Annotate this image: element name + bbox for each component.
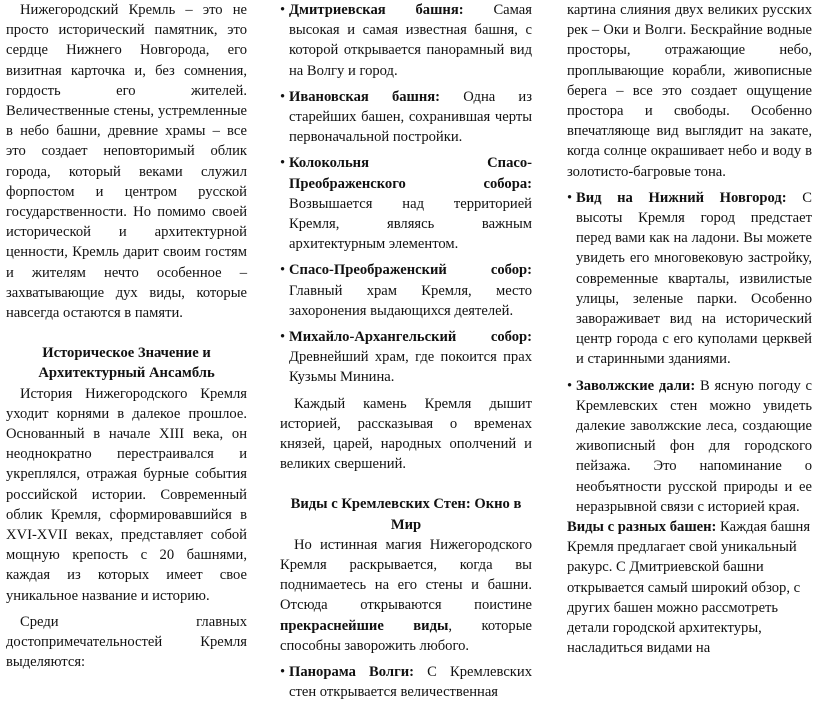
towers-title: Виды с разных башен:: [567, 519, 717, 536]
bullet-icon: •: [567, 377, 573, 394]
list-item: [280, 662, 532, 702]
intro-paragraph: Нижегородский Кремль – это не просто исторический памятник, это сердце Нижнего Новгорода, его визитная карточка и, без сомнения, гордость его жителей. Величественные стены, устремленные в небо башни, древние храмы – все это создает неповторимый облик города, который веками служил форпостом и центром русской государственности. Но помимо своей исторической и архитектурной ценности, Кремль дарит своим гостям и жителям нечто особенное – захватывающие дух виды, которые навсегда остаются в памяти.: [6, 2, 247, 322]
list-item-text: В ясную погоду с Кремлевских стен можно увидеть далекие заволжские леса, создающие живописный фон для городского пейзажа. Это напоминание о необъятности русской природы и ее неразрывной связи с историей края.: [576, 377, 812, 515]
history-paragraph: История Нижегородского Кремля уходит корнями в далекое прошлое. Основанный в начале XIII века, он неоднократно перестраивался и укреплялся, отражая бурные события российской истории. Современный облик Кремля, сформировавшийся в XVI-XVII веках, представляет собой мощную крепость с 20 башнями, каждая из которых имеет свое уникальное название и историю.: [6, 385, 247, 604]
list-item-text: Самая высокая и самая известная башня, с которой открывается панорамный вид на Волгу и город.: [289, 2, 532, 79]
column-middle: [280, 0, 532, 703]
bullet-icon: •: [280, 262, 286, 279]
section-heading-views: Виды с Кремлевских Стен: Окно в Мир: [290, 496, 522, 533]
stones-paragraph: Каждый камень Кремля дышит историей, рассказывая о временах князей, царей, народных ополчений и великих свершений.: [280, 395, 532, 473]
panorama-continuation: картина слияния двух великих русских рек – Оки и Волги. Бескрайние водные просторы, отражающие небо, проплывающие корабли, живописные берега – все это создает ощущение простора и свободы. Особенно впечатляюще вид выглядит на закате, когда солнце окрашивает небо и воду в золотисто-багровые тона.: [567, 2, 812, 180]
list-item: [567, 376, 812, 517]
list-item: [280, 153, 532, 254]
list-item-text: Главный храм Кремля, место захоронения выдающихся деятелей.: [289, 282, 532, 319]
towers-text: Каждая башня Кремля предлагает свой уникальный ракурс. С Дмитриевской башни открывается самый широкий обзор, с других башен можно рассмотреть детали городской архитектуры, насладиться видами на: [567, 519, 811, 657]
list-item-title: Ивановская башня:: [289, 88, 441, 105]
list-item-title: Михайло-Архангельский собор:: [289, 329, 532, 346]
list-item-text: С высоты Кремля город предстает перед вами как на ладони. Вы можете увидеть его многовековую застройку, современные кварталы, извилистые улицы, зеленые парки. Особенно завораживает вид на исторический центр города с его куполами церквей и старинными зданиями.: [576, 189, 812, 368]
magic-text-end: , которые способны заворожить любого.: [280, 617, 532, 654]
list-item-title: Панорама Волги:: [289, 664, 414, 681]
list-item-text: С Кремлевских стен открывается величественная: [289, 664, 533, 701]
list-item-text: Древнейший храм, где покоится прах Кузьмы Минина.: [289, 349, 532, 386]
list-item-title: Колокольня Спасо-Преображенского собора:: [289, 155, 532, 192]
list-item: [280, 327, 532, 388]
column-right: [567, 0, 812, 659]
list-item-title: Вид на Нижний Новгород:: [576, 189, 787, 206]
sights-intro-paragraph: Среди главных достопримечательностей Кремля выделяются:: [6, 613, 247, 671]
bullet-icon: •: [567, 189, 573, 206]
list-item-title: Спасо-Преображенский собор:: [289, 262, 532, 279]
list-item-title: Заволжские дали:: [576, 377, 696, 394]
list-item-text: Одна из старейших башен, сохранившая черты первоначальной постройки.: [289, 88, 532, 146]
list-item: [280, 260, 532, 321]
column-left: [6, 0, 247, 673]
list-item-text: Возвышается над территорией Кремля, являясь важным архитектурным элементом.: [289, 195, 532, 253]
towers-paragraph: [567, 517, 812, 658]
bullet-icon: •: [280, 2, 286, 18]
bullet-icon: •: [280, 88, 286, 105]
section-heading-history: Историческое Значение и Архитектурный Ансамбль: [38, 345, 215, 382]
list-item: [280, 0, 532, 81]
magic-text-start: Но истинная магия Нижегородского Кремля раскрывается, когда вы поднимаетесь на его стены и башни. Отсюда открываются поистине: [280, 536, 532, 614]
bullet-icon: •: [280, 664, 286, 681]
bullet-icon: •: [280, 329, 286, 346]
list-item: [280, 87, 532, 148]
bullet-icon: •: [280, 155, 286, 172]
magic-paragraph: [280, 535, 532, 656]
list-item-title: Дмитриевская башня:: [289, 2, 464, 18]
magic-text-bold: прекраснейшие виды: [280, 617, 449, 634]
list-item: [567, 188, 812, 370]
